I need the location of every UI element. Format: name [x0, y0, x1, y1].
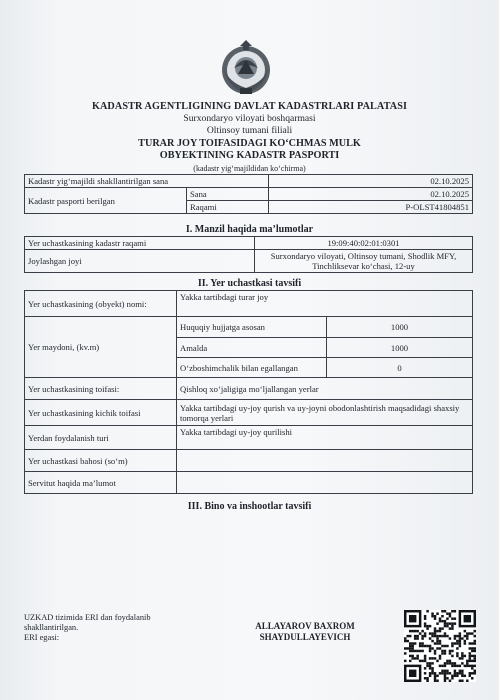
- meta-issued-label: Kadastr pasporti berilgan: [25, 188, 187, 214]
- meta-created-value: 02.10.2025: [269, 175, 473, 188]
- cadastral-number-label: Yer uchastkasining kadastr raqami: [25, 237, 255, 250]
- table-row: [25, 426, 473, 450]
- signature-owner: [240, 621, 370, 643]
- section-2-title: II. Yer uchastkasi tavsifi: [197, 278, 302, 289]
- table-row: [25, 175, 473, 188]
- location-label: Joylashgan joyi: [25, 250, 255, 273]
- table-row: [25, 378, 473, 400]
- signature-note: [24, 613, 184, 643]
- area-unauthorized-label: O‘zboshimchalik bilan egallangan: [177, 358, 327, 378]
- servitut-label: Servitut haqida ma’lumot: [25, 472, 177, 494]
- owner-name-line1: ALLAYAROV BAXROM: [255, 621, 355, 631]
- location-value: Surxondaryo viloyati, Oltinsoy tumani, Shodlik MFY, Tinchliksevar ko‘chasi, 12-uy: [255, 250, 473, 273]
- servitut-value: [177, 472, 473, 494]
- signature-note-line3: ERI egasi:: [24, 633, 60, 642]
- district-branch: Oltinsoy tumani filiali: [206, 125, 293, 136]
- object-name-value: Yakka tartibdagi turar joy: [177, 291, 473, 317]
- category-label: Yer uchastkasining toifasi:: [25, 378, 177, 400]
- agency-title: KADASTR AGENTLIGINING DAVLAT KADASTRLARI PALATASI: [91, 101, 408, 112]
- object-name-label: Yer uchastkasining (obyekt) nomi:: [25, 291, 177, 317]
- table-row: [25, 450, 473, 472]
- document-title-line2: OBYEKTINING KADASTR PASPORTI: [159, 150, 340, 161]
- usage-label: Yerdan foydalanish turi: [25, 426, 177, 450]
- land-table: [24, 290, 473, 494]
- price-label: Yer uchastkasi bahosi (so‘m): [25, 450, 177, 472]
- usage-value: Yakka tartibdagi uy-joy qurilishi: [177, 426, 473, 450]
- area-actual-label: Amalda: [177, 338, 327, 358]
- state-emblem-icon: [216, 38, 276, 98]
- area-actual-value: 1000: [327, 338, 473, 358]
- section-1-title: I. Manzil haqida ma’lumotlar: [185, 224, 314, 235]
- table-row: [25, 250, 473, 273]
- signature-note-line2: shakllantirilgan.: [24, 623, 79, 632]
- subcategory-label: Yer uchastkasining kichik toifasi: [25, 400, 177, 426]
- table-row: [25, 291, 473, 317]
- address-table: [24, 236, 473, 273]
- meta-table: [24, 174, 473, 214]
- table-row: [25, 237, 473, 250]
- document-subtitle: (kadastr yig‘majildidan ko‘chirma): [193, 164, 306, 173]
- table-row: [25, 188, 473, 201]
- price-value: [177, 450, 473, 472]
- meta-date-label: Sana: [187, 188, 269, 201]
- subcategory-value: Yakka tartibdagi uy-joy qurish va uy-joyni obodonlashtirish maqsadidagi shaxsiy tomorqa yerlari: [177, 400, 473, 426]
- table-row: [25, 400, 473, 426]
- document-title-line1: TURAR JOY TOIFASIDAGI KO‘CHMAS MULK: [138, 138, 361, 149]
- area-unauthorized-value: 0: [327, 358, 473, 378]
- area-legal-label: Huquqiy hujjatga asosan: [177, 317, 327, 338]
- region-office: Surxondaryo viloyati boshqarmasi: [183, 113, 316, 124]
- section-3-title: III. Bino va inshootlar tavsifi: [187, 501, 312, 512]
- table-row: [25, 472, 473, 494]
- meta-number-value: P-OLST41804851: [269, 201, 473, 214]
- meta-created-label: Kadastr yig‘majildi shakllantirilgan sana: [25, 175, 269, 188]
- signature-note-line1: UZKAD tizimida ERI dan foydalanib: [24, 613, 151, 622]
- area-label: Yer maydoni, (kv.m): [25, 317, 177, 378]
- area-legal-value: 1000: [327, 317, 473, 338]
- qr-code-icon: [404, 610, 476, 682]
- category-value: Qishloq xo‘jaligiga mo‘ljallangan yerlar: [177, 378, 473, 400]
- owner-name-line2: SHAYDULLAYEVICH: [259, 632, 351, 642]
- meta-number-label: Raqami: [187, 201, 269, 214]
- cadastral-number-value: 19:09:40:02:01:0301: [255, 237, 473, 250]
- meta-date-value: 02.10.2025: [269, 188, 473, 201]
- table-row: [25, 317, 473, 338]
